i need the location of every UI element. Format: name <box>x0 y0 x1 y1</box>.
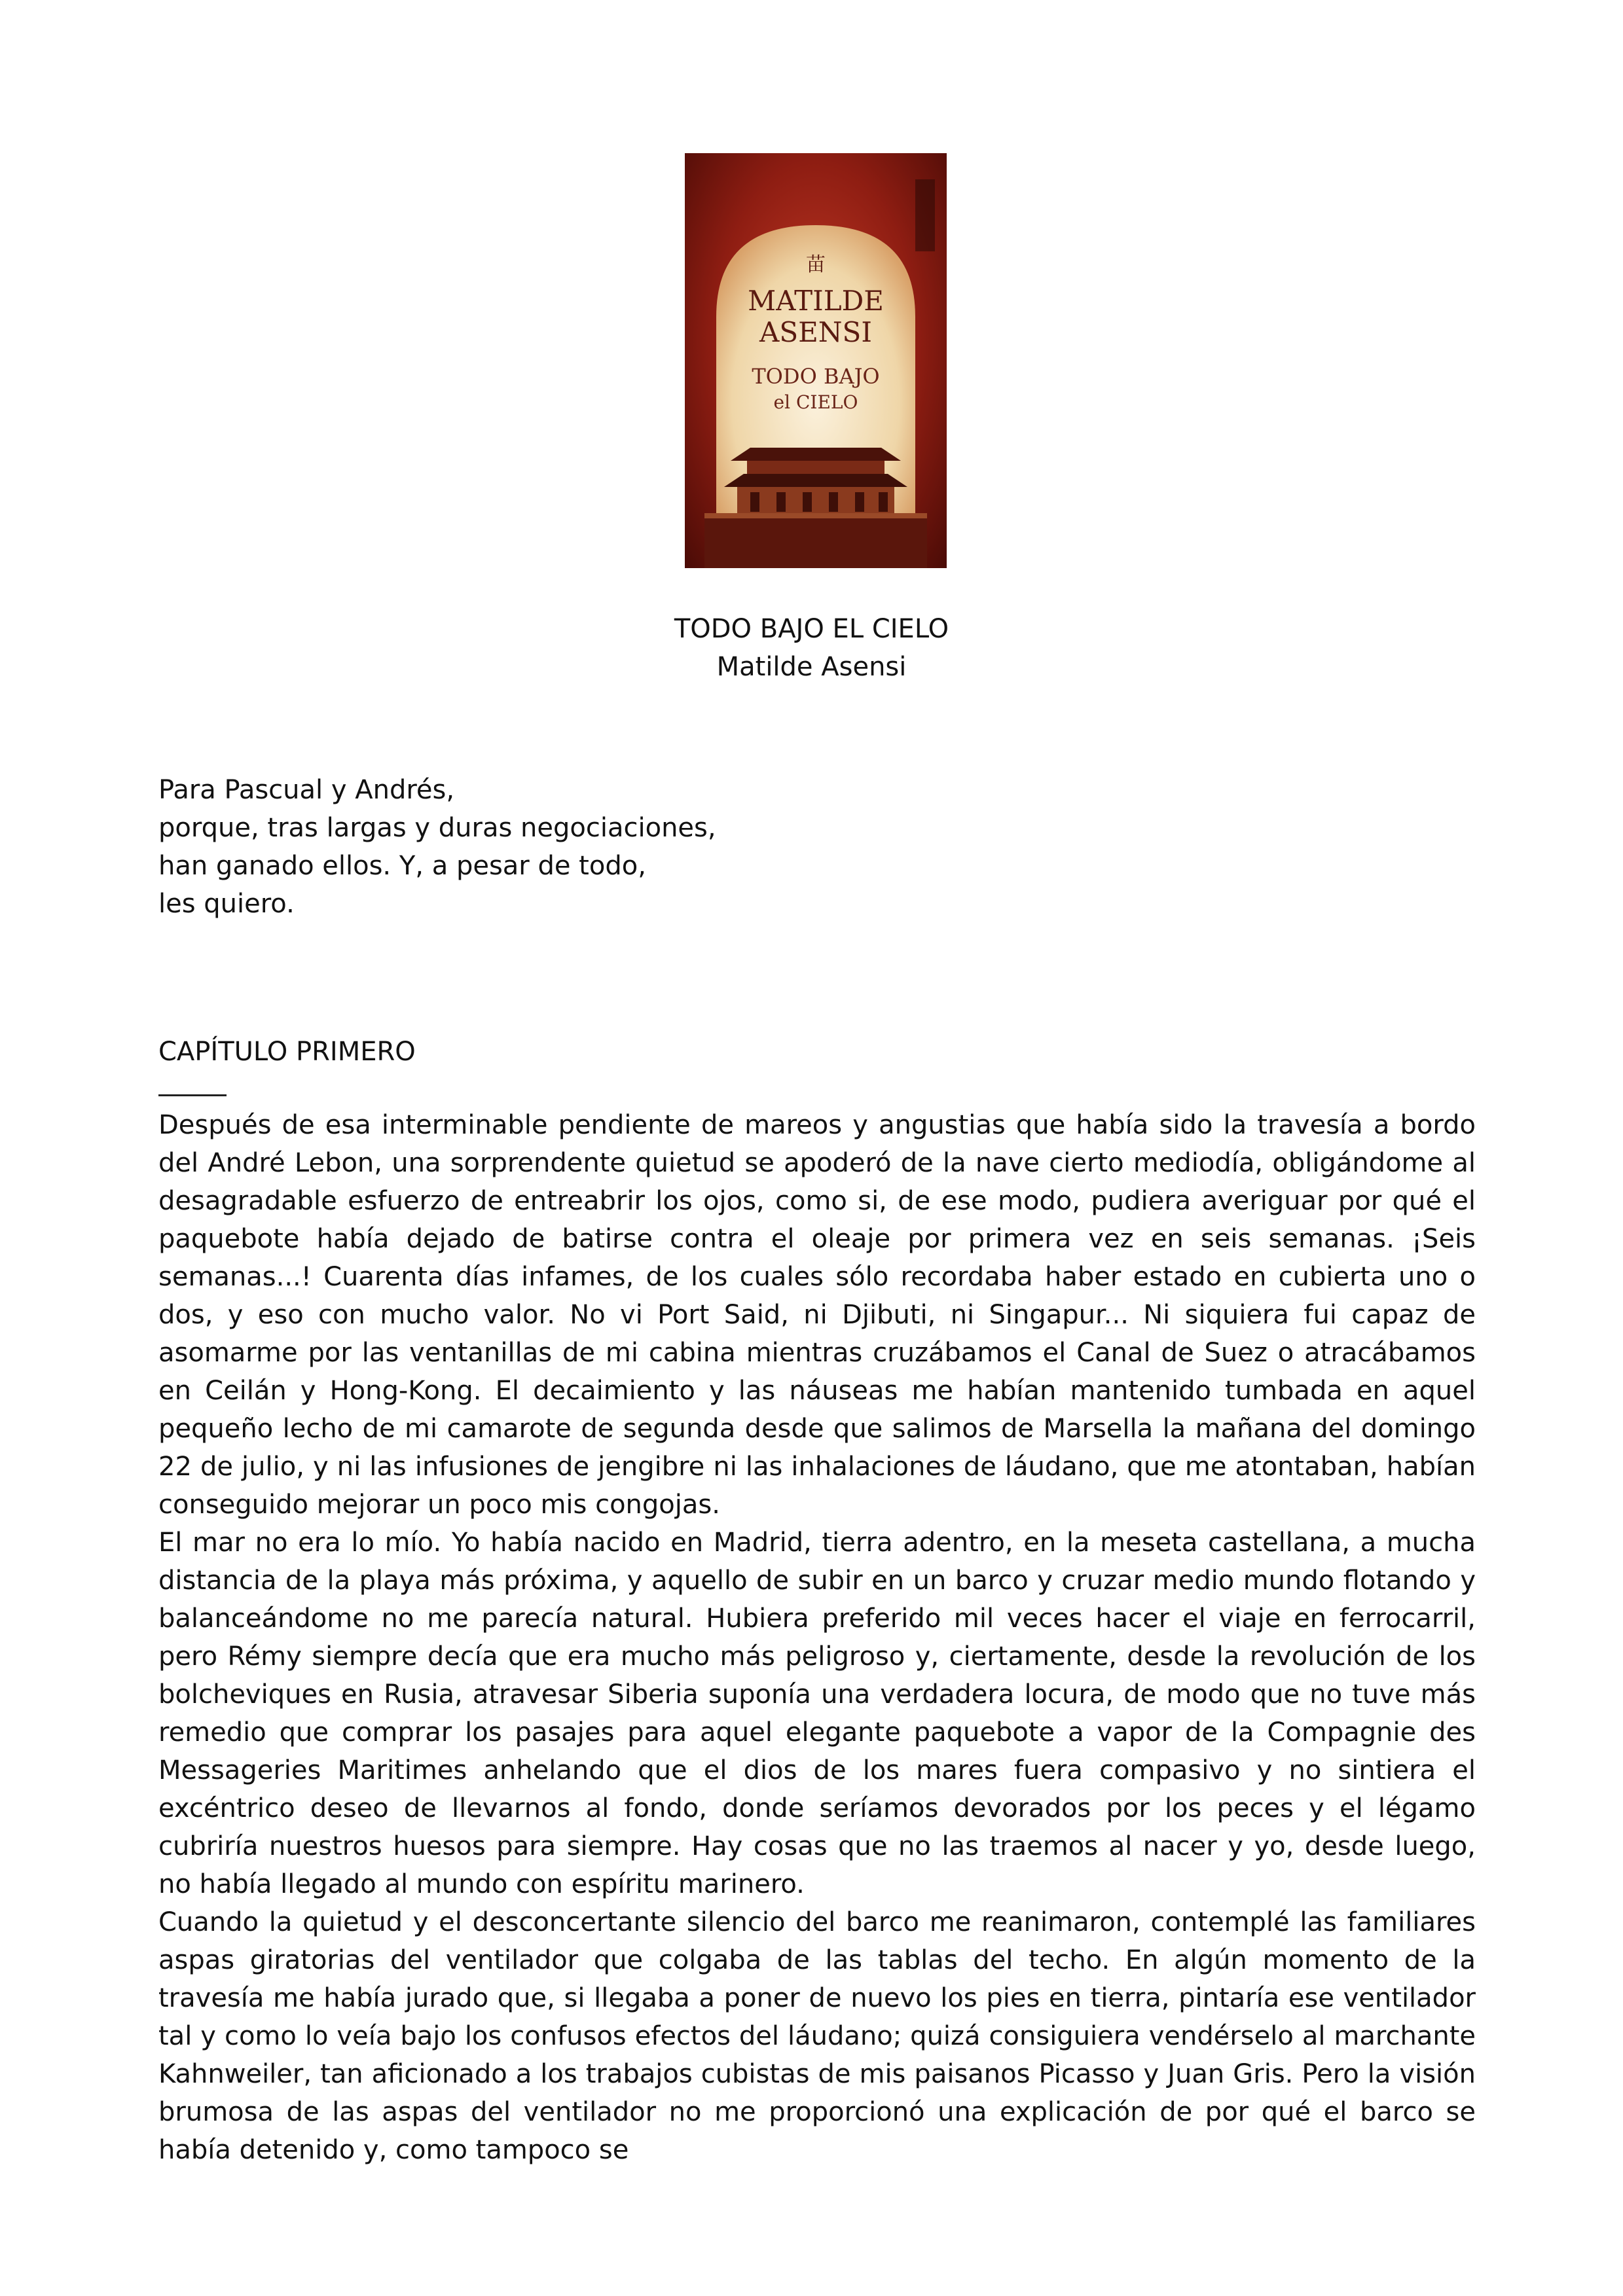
chapter-body <box>158 1106 1476 2169</box>
cover-title-line1: TODO BAJO <box>752 364 880 389</box>
chapter-divider <box>158 1094 227 1096</box>
dedication-line: porque, tras largas y duras negociaciones, <box>158 813 716 843</box>
book-cover-illustration <box>685 153 947 568</box>
dedication-line: han ganado ellos. Y, a pesar de todo, <box>158 851 646 881</box>
paragraph: Después de esa interminable pendiente de mareos y angustias que había sido la travesía a bordo del André Lebon, una sorprendente quietud se apoderó de la nave cierto mediodía, obligándome al desagradable esfuerzo de entreabrir los ojos, como si, de ese modo, pudiera averiguar por qué el paquebote había dejado de batirse contra el oleaje por primera vez en seis semanas. ¡Seis semanas...! Cuarenta días infames, de los cuales sólo recordaba haber estado en cubierta uno o dos, y eso con mucho valor. No vi Port Said, ni Djibuti, ni Singapur... Ni siquiera fui capaz de asomarme por las ventanillas de mi cabina mientras cruzábamos el Canal de Suez o atracábamos en Ceilán y Hong-Kong. El decaimiento y las náuseas me habían mantenido tumbada en aquel pequeño lecho de mi camarote de segunda desde que salimos de Marsella la mañana del domingo 22 de julio, y ni las infusiones de jengibre ni las inhalaciones de láudano, que me atontaban, habían conseguido mejorar un poco mis congojas. <box>158 1110 1476 1520</box>
seal-strip <box>915 179 935 251</box>
dedication-line: Para Pascual y Andrés, <box>158 775 455 805</box>
paragraph: El mar no era lo mío. Yo había nacido en Madrid, tierra adentro, en la meseta castellana, a mucha distancia de la playa más próxima, y aquello de subir en un barco y cruzar medio mundo flotando y balanceándome no me parecía natural. Hubiera preferido mil veces hacer el viaje en ferrocarril, pero Rémy siempre decía que era mucho más peligroso y, ciertamente, desde la revolución de los bolcheviques en Rusia, atravesar Siberia suponía una verdadera locura, de modo que no tuve más remedio que comprar los pasajes para aquel elegante paquebote a vapor de la Compagnie des Messageries Maritimes anhelando que el dios de los mares fuera compasivo y no sintiera el excéntrico deseo de llevarnos al fondo, donde seríamos devorados por los peces y el légamo cubriría nuestros huesos para siempre. Hay cosas que no las traemos al nacer y yo, desde luego, no había llegado al mundo con espíritu marinero. <box>158 1528 1476 1899</box>
cover-glyph: 苗 <box>806 253 826 276</box>
book-title: TODO BAJO EL CIELO <box>674 614 949 644</box>
dedication-line: les quiero. <box>158 889 295 919</box>
book-author: Matilde Asensi <box>716 652 907 682</box>
paragraph: Cuando la quietud y el desconcertante silencio del barco me reanimaron, contemplé las familiares aspas giratorias del ventilador que colgaba de las tablas del techo. En algún momento de la travesía me había jurado que, si llegaba a poner de nuevo los pies en tierra, pintaría ese ventilador tal y como lo veía bajo los confusos efectos del láudano; quizá consiguiera vendérselo al marchante Kahnweiler, tan aficionado a los trabajos cubistas de mis paisanos Picasso y Juan Gris. Pero la visión brumosa de las aspas del ventilador no me proporcionó una explicación de por qué el barco se había detenido y, como tampoco se <box>158 1907 1476 2165</box>
chapter-title: CAPÍTULO PRIMERO <box>158 1037 416 1067</box>
dedication <box>158 771 716 923</box>
book-cover-image <box>685 153 947 568</box>
cover-title-line2: el CIELO <box>773 391 858 413</box>
cover-author-line1: MATILDE <box>748 285 884 317</box>
cover-author-line2: ASENSI <box>759 316 872 348</box>
